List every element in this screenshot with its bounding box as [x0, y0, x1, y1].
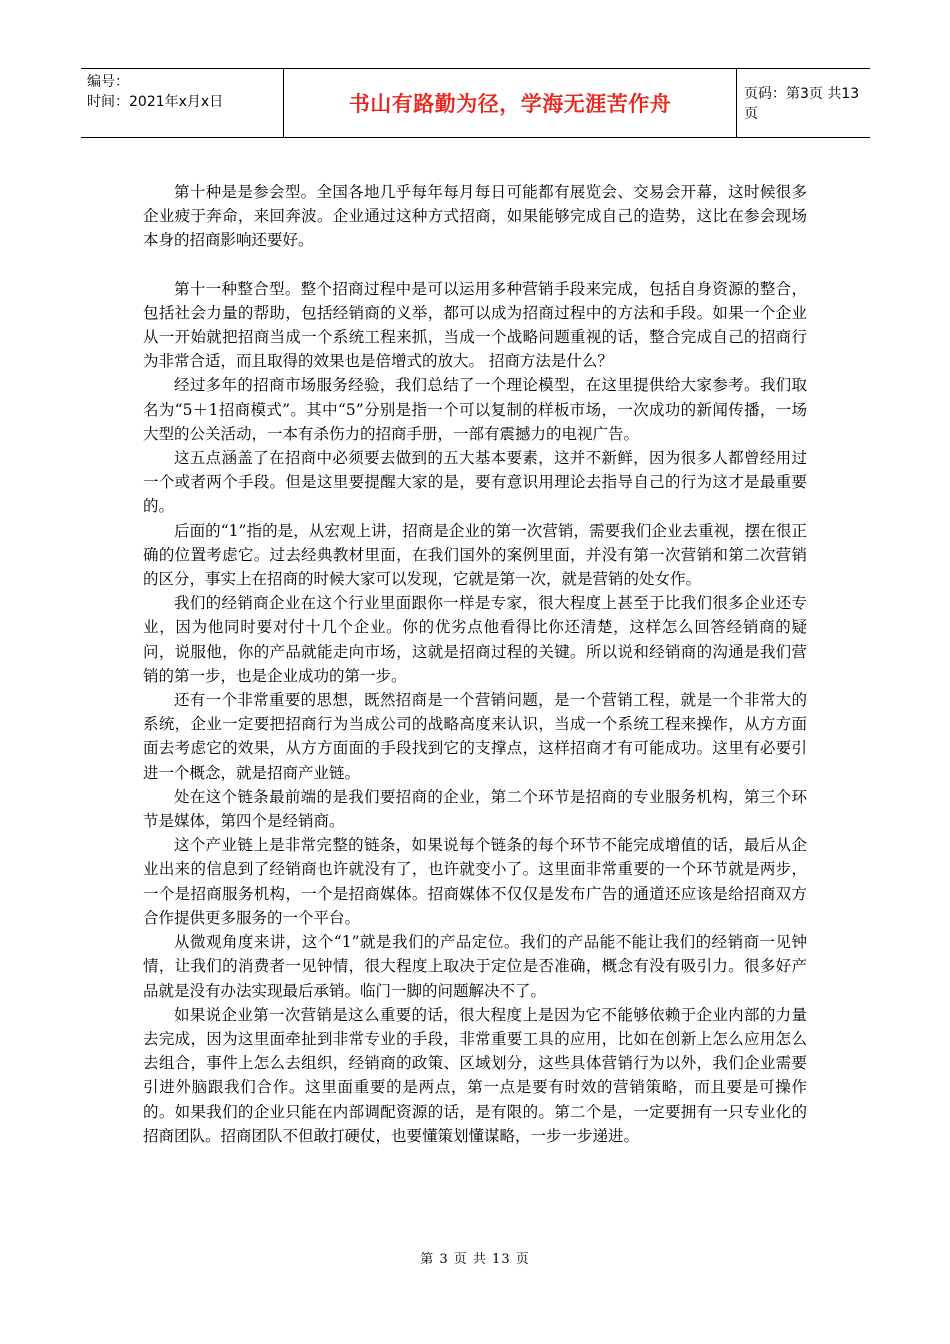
header-date-label: 时间：2021年x月x日 [87, 94, 224, 110]
header-page-cell [736, 69, 870, 137]
paragraph: 处在这个链条最前端的是我们要招商的企业，第二个环节是招商的专业服务机构，第三个环节是媒体，第四个是经销商。 [143, 787, 807, 831]
paragraph: 后面的“1”指的是，从宏观上讲，招商是企业的第一次营销，需要我们企业去重视，摆在很正确的位置考虑它。过去经典教材里面，在我们国外的案例里面，并没有第一次营销和第二次营销的区分，事实上在招商的时候大家可以发现，它就是第一次，就是营销的处女作。 [143, 521, 807, 589]
paragraph: 这个产业链上是非常完整的链条，如果说每个链条的每个环节不能完成增值的话，最后从企业出来的信息到了经销商也许就没有了，也许就变小了。这里面非常重要的一个环节就是两步，一个是招商服务机构，一个是招商媒体。招商媒体不仅仅是发布广告的通道还应该是给招商双方合作提供更多服务的一个平台。 [143, 836, 807, 927]
header-page-label: 页码：第3页 共13页 [744, 86, 860, 122]
header-motto-cell [283, 69, 737, 137]
page-header [81, 68, 870, 138]
paragraph: 我们的经销商企业在这个行业里面跟你一样是专家，很大程度上甚至于比我们很多企业还专业，因为他同时要对付十几个企业。你的优劣点他看得比你还清楚，这样怎么回答经销商的疑问，说服他，你的产品就能走向市场，这就是招商过程的关键。所以说和经销商的沟通是我们营销的第一步，也是企业成功的第一步。 [143, 594, 807, 685]
page-footer: 第 3 页 共 13 页 [420, 1252, 530, 1267]
paragraph: 如果说企业第一次营销是这么重要的话，很大程度上是因为它不能够依赖于企业内部的力量去完成，因为这里面牵扯到非常专业的手段，非常重要工具的应用，比如在创新上怎么应用怎么去组合，事件上怎么去组织，经销商的政策、区域划分，这些具体营销行为以外，我们企业需要引进外脑跟我们合作。这里面重要的是两点，第一点是要有时效的营销策略，而且要是可操作的。如果我们的企业只能在内部调配资源的话，是有限的。第二个是，一定要拥有一只专业化的招商团队。招商团队不但敢打硬仗，也要懂策划懂谋略，一步一步递进。 [143, 1005, 807, 1145]
header-number-label: 编号： [87, 74, 129, 90]
paragraph: 经过多年的招商市场服务经验，我们总结了一个理论模型，在这里提供给大家参考。我们取名为“5＋1招商模式”。其中“5”分别是指一个可以复制的样板市场，一次成功的新闻传播，一场大型的公关活动，一本有杀伤力的招商手册，一部有震撼力的电视广告。 [143, 376, 807, 443]
paragraph: 这五点涵盖了在招商中必须要去做到的五大基本要素，这并不新鲜，因为很多人都曾经用过一个或者两个手段。但是这里要提醒大家的是，要有意识用理论去指导自己的行为这才是最重要的。 [143, 449, 807, 516]
document-body [143, 180, 807, 1148]
header-motto: 书山有路勤为径，学海无涯苦作舟 [348, 92, 672, 116]
paragraph: 第十一种整合型。整个招商过程中是可以运用多种营销手段来完成，包括自身资源的整合，包括社会力量的帮助，包括经销商的义举，都可以成为招商过程中的方法和手段。如果一个企业从一开始就把招商当成一个系统工程来抓，当成一个战略问题重视的话，整合完成自己的招商行为非常合适，而且取得的效果也是倍增式的放大。 招商方法是什么？ [143, 279, 807, 371]
paragraph: 第十种是是参会型。全国各地几乎每年每月每日可能都有展览会、交易会开幕，这时候很多企业疲于奔命，来回奔波。企业通过这种方式招商，如果能够完成自己的造势，这比在参会现场本身的招商影响还要好。 [143, 183, 807, 250]
header-info-cell [81, 69, 283, 137]
paragraph: 还有一个非常重要的思想，既然招商是一个营销问题，是一个营销工程，就是一个非常大的系统，企业一定要把招商行为当成公司的战略高度来认识，当成一个系统工程来操作，从方方面面去考虑它的效果，从方方面面的手段找到它的支撑点，这样招商才有可能成功。这里有必要引进一个概念，就是招商产业链。 [143, 691, 807, 782]
paragraph: 从微观角度来讲，这个“1”就是我们的产品定位。我们的产品能不能让我们的经销商一见钟情，让我们的消费者一见钟情，很大程度上取决于定位是否准确，概念有没有吸引力。很多好产品就是没有办法实现最后承销。临门一脚的问题解决不了。 [143, 933, 807, 1000]
